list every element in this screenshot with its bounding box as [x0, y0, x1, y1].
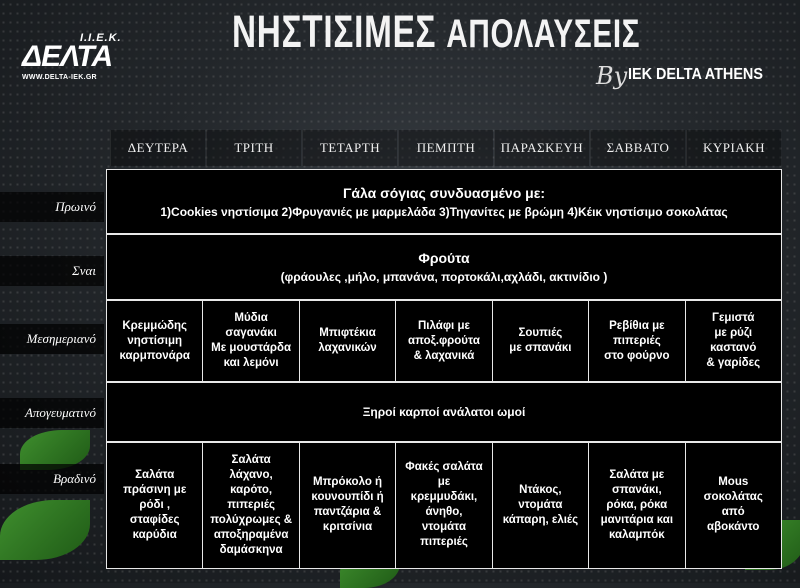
- meal-label-lunch: Μεσημεριανό: [0, 324, 104, 354]
- menu-table: [106, 169, 782, 569]
- breakfast-heading: Γάλα σόγιας συνδυασμένο με:: [342, 185, 546, 201]
- day-header: ΠΑΡΑΣΚΕΥΗ: [494, 130, 589, 166]
- dinner-cell: Φακές σαλάτα με κρεμμυδάκι, άνηθο, ντομάτα πιπεριές: [396, 442, 492, 568]
- lunch-cell: Γεμιστά με ρύζι καστανό & γαρίδες: [706, 312, 761, 369]
- snack-text: (φράουλες ,μήλο, μπανάνα, πορτοκάλι,αχλάδι, ακτινίδιο ): [280, 270, 608, 284]
- logo-url: WWW.DELTA-IEK.GR: [22, 74, 97, 81]
- lunch-cell: Μύδια σαγανάκι Με μουστάρδα και λεμόνι: [203, 300, 299, 382]
- lunch-cell: Μπιφτέκια λαχανικών: [300, 300, 396, 382]
- day-header: ΔΕΥΤΕΡΑ: [110, 130, 205, 166]
- by-label: By: [596, 62, 628, 90]
- lunch-cell: Πιλάφι με αποξ.φρούτα & λαχανικά: [396, 300, 492, 382]
- day-header: ΤΕΤΑΡΤΗ: [302, 130, 397, 166]
- snack-heading: Φρούτα: [418, 250, 470, 266]
- lunch-cell: Σουπιές με σπανάκι: [493, 300, 589, 382]
- dinner-row: [106, 441, 782, 569]
- breakfast-row: [106, 169, 782, 235]
- dinner-cell: Σαλάτα με σπανάκι, ρόκα, ρόκα μανιτάρια και καλαμπόκ: [589, 442, 685, 568]
- dinner-cell: Σαλάτα λάχανο, καρότο, πιπεριές πολύχρωμες & αποξηραμένα δαμάσκηνα: [203, 442, 299, 568]
- lunch-cell: Κρεμμώδης νηστίσιμη καρμπονάρα: [107, 300, 203, 382]
- breakfast-text: 1)Cookies νηστίσιμα 2)Φρυγανιές με μαρμελάδα 3)Τηγανίτες με βρώμη 4)Κέικ νηστίσιμο σοκολάτας: [160, 205, 728, 219]
- title-word-2: ΑΠΟΛΑΥΣΕΙΣ: [446, 12, 641, 56]
- title-word-1: ΝΗΣΤΙΣΙΜΕΣ: [232, 6, 437, 57]
- lunch-cell: Ρεβίθια με πιπεριές στο φούρνο: [589, 300, 685, 382]
- afternoon-text: Ξηροί καρποί ανάλατοι ωμοί: [362, 405, 526, 419]
- logo-name: ΔΕΛΤΑ: [22, 40, 113, 73]
- meal-label-dinner: Βραδινό: [0, 464, 104, 494]
- day-header: ΤΡΙΤΗ: [206, 130, 301, 166]
- afternoon-row: [106, 381, 782, 443]
- page-title: [232, 6, 640, 58]
- day-header: ΣΑΒΒΑΤΟ: [590, 130, 685, 166]
- meal-label-afternoon: Απογευματινό: [0, 398, 104, 428]
- day-header: ΚΥΡΙΑΚΗ: [686, 130, 781, 166]
- dinner-cell: Mous σοκολάτας από αβοκάντο: [703, 476, 763, 533]
- day-header: ΠΕΜΠΤΗ: [398, 130, 493, 166]
- meal-label-breakfast: Πρωινό: [0, 192, 104, 222]
- logo-iek: I.I.E.K.: [80, 32, 122, 44]
- meal-label-snack: Σναι: [0, 256, 104, 286]
- byline: IEK DELTA ATHENS: [628, 66, 763, 83]
- snack-row: [106, 233, 782, 301]
- dinner-cell: Ντάκος, ντομάτα κάπαρη, ελιές: [493, 442, 589, 568]
- dinner-cell: Σαλάτα πράσινη με ρόδι , σταφίδες καρύδια: [107, 442, 203, 568]
- dinner-cell: Μπρόκολο ή κουνουπίδι ή παντζάρια & κριτσίνια: [300, 442, 396, 568]
- lunch-row: [106, 299, 782, 383]
